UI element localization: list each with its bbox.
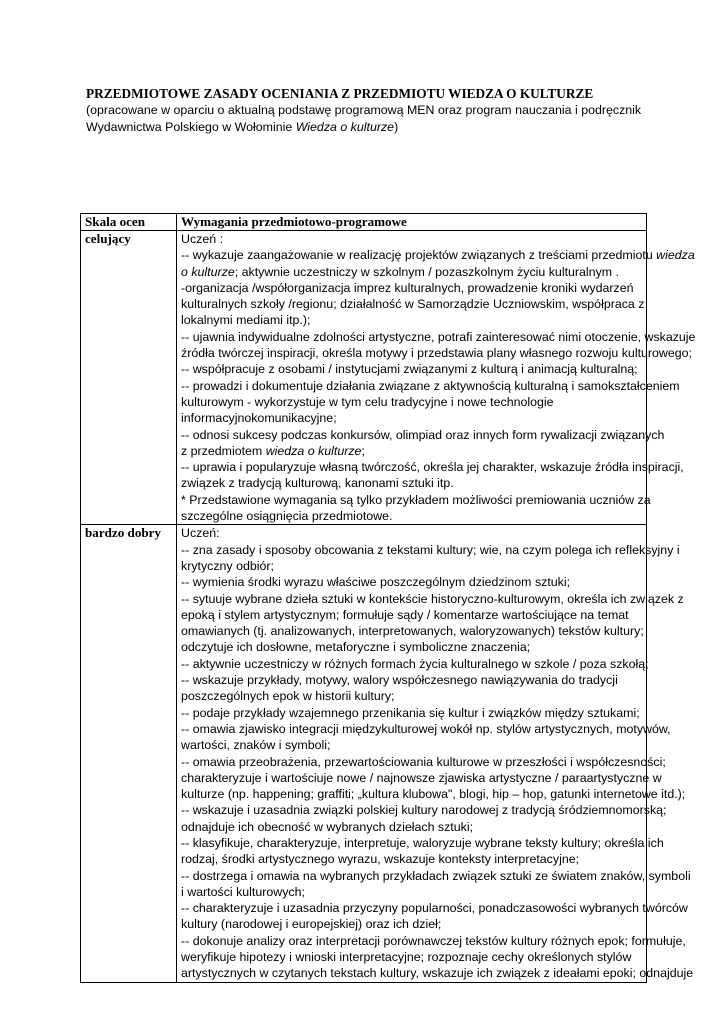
requirement-line: -- odnosi sukcesy podczas konkursów, olimpiad oraz innych form rywalizacji związanych — [181, 427, 665, 442]
requirement-line: szczególne osiągnięcia przedmiotowe. — [181, 509, 393, 524]
requirement-line: -- współpracuje z osobami / instytucjami związanymi z kulturą i animacją kulturalną; — [181, 362, 638, 377]
requirements-cell — [177, 231, 696, 525]
requirement-line: źródła twórczej inspiracji, określa motywy i przedstawia plany własnego rozwoju kulturowego; — [181, 346, 692, 361]
requirement-line: omawianych (tj. analizowanych, interpretowanych, waloryzowanych) tekstów kultury; — [181, 624, 644, 639]
requirement-line: rodzaj, środki artystycznego wyrazu, wskazuje konteksty interpretacyjne; — [181, 852, 580, 867]
requirement-line: -- zna zasady i sposoby obcowania z tekstami kultury; wie, na czym polega ich refleksyjny i — [181, 542, 680, 557]
requirement-line: -- podaje przykłady wzajemnego przenikania się kultur i związków między sztukami; — [181, 705, 640, 720]
requirement-line: artystycznych w czytanych tekstach kultury, wskazuje ich związek z ideałami epoki; odnajduje — [181, 966, 694, 981]
requirement-line: -- dostrzega i omawia na wybranych przykładach związek sztuki ze światem znaków, symboli — [181, 868, 691, 883]
table-row-bardzo-dobry — [81, 525, 647, 982]
subtitle-line-1: (opracowane w oparciu o aktualną podstawę programową MEN oraz program nauczania i podręcznik — [86, 103, 642, 117]
requirement-line: -organizacja /współorganizacja imprez kulturalnych, prowadzenie kroniki wydarzeń — [181, 280, 634, 295]
requirement-line: -- omawia zjawisko integracji międzykulturowej wokół np. stylów artystycznych, motywów, — [181, 721, 671, 736]
header-requirements: Wymagania przedmiotowo-programowe — [177, 214, 647, 231]
requirement-line: odnajduje ich obecność w wybranych dziełach sztuki; — [181, 819, 474, 834]
requirement-line: kulturalnych szkoły /regionu; działalność w Samorządzie Uczniowskim, współpraca z — [181, 297, 645, 312]
requirement-line: związek z tradycją kulturową, kanonami sztuki itp. — [181, 476, 454, 491]
requirement-line: z przedmiotem wiedza o kulturze; — [181, 443, 365, 458]
requirement-line: Uczeń : — [181, 232, 224, 246]
requirement-line: * Przedstawione wymagania są tylko przykładem możliwości premiowania uczniów za — [181, 492, 651, 507]
requirement-line: -- omawia przeobrażenia, przewartościowania kulturowe w przeszłości i współczesności; — [181, 754, 666, 769]
requirement-line: informacyjnokomunikacyjne; — [181, 411, 337, 426]
requirement-line: i wartości kulturowych; — [181, 884, 305, 899]
requirements-cell — [177, 525, 694, 982]
document-title: PRZEDMIOTOWE ZASADY OCENIANIA Z PRZEDMIOTU WIEDZA O KULTURZE — [86, 86, 594, 101]
requirement-line: wartości, znaków i symboli; — [181, 738, 331, 753]
requirement-line: weryfikuje hipotezy i wnioski interpretacyjne; rozpoznaje cechy określonych stylów — [181, 950, 632, 965]
subtitle-line-2-end: ) — [394, 120, 399, 134]
requirement-line: -- sytuuje wybrane dzieła sztuki w kontekście historyczno-kulturowym, określa ich związek z — [181, 591, 684, 606]
requirement-line: -- aktywnie uczestniczy w różnych formach życia kulturalnego w szkole / poza szkołą; — [181, 656, 649, 671]
requirement-line: kulturowym - wykorzystuje w tym celu tradycyjne i nowe technologie — [181, 394, 554, 409]
subtitle-line-2 — [86, 119, 646, 136]
table-row-celujacy — [81, 231, 647, 525]
grading-table — [80, 213, 696, 983]
requirement-line: odczytuje ich dosłowne, metaforyczne i symboliczne znaczenia; — [181, 640, 531, 655]
requirement-line: Uczeń: — [181, 526, 220, 541]
grade-label: bardzo dobry — [81, 525, 177, 982]
requirement-line: kulturze (np. happening; graffiti; „kultura klubowa", blogi, hip – hop, gatunki internetowe itd.); — [181, 787, 686, 802]
requirement-line: -- wymienia środki wyrazu właściwe poszczególnym dziedzinom sztuki; — [181, 575, 571, 590]
requirement-line: -- prowadzi i dokumentuje działania związane z aktywnością kulturalną i samokształceniem — [181, 378, 680, 393]
document-subtitle — [86, 102, 646, 136]
table-header-row — [81, 214, 647, 231]
requirement-line: o kulturze; aktywnie uczestniczy w szkolnym / pozaszkolnym życiu kulturalnym . — [181, 264, 619, 279]
subtitle-book-title: Wiedza o kulturze — [295, 120, 395, 134]
requirement-line: -- uprawia i popularyzuje własną twórczość, określa jej charakter, wskazuje źródła inspiracji, — [181, 460, 684, 475]
requirement-line: -- ujawnia indywidualne zdolności artystyczne, potrafi zainteresować nimi otoczenie, wskazuje — [181, 329, 696, 344]
requirement-line: lokalnymi mediami itp.); — [181, 313, 311, 328]
requirement-line: epoką i stylem artystycznym; formułuje sądy / komentarze wartościujące na temat — [181, 607, 629, 622]
requirement-line: poszczególnych epok w historii kultury; — [181, 689, 395, 704]
requirement-line: kultury (narodowej i europejskiej) oraz ich dzieł; — [181, 917, 442, 932]
grade-label: celujący — [81, 231, 177, 525]
requirement-line: -- klasyfikuje, charakteryzuje, interpretuje, waloryzuje wybrane teksty kultury; określa ich — [181, 835, 664, 850]
header-grade-scale: Skala ocen — [81, 214, 177, 231]
requirement-line: -- wykazuje zaangażowanie w realizację projektów związanych z treściami przedmiotu wiedza — [181, 248, 695, 263]
subtitle-line-2-text: Wydawnictwa Polskiego w Wołominie — [86, 120, 296, 134]
requirement-line: -- dokonuje analizy oraz interpretacji porównawczej tekstów kultury różnych epok; formułuje, — [181, 933, 686, 948]
requirement-line: -- charakteryzuje i uzasadnia przyczyny popularności, ponadczasowości wybranych twórców — [181, 901, 688, 916]
requirement-line: -- wskazuje i uzasadnia związki polskiej kultury narodowej z tradycją śródziemnomorską; — [181, 803, 667, 818]
requirement-line: -- wskazuje przykłady, motywy, walory współczesnego nawiązywania do tradycji — [181, 673, 618, 688]
requirement-line: charakteryzuje i wartościuje nowe / najnowsze zjawiska artystyczne / paraartystyczne w — [181, 770, 662, 785]
requirement-line: krytyczny odbiór; — [181, 558, 274, 573]
